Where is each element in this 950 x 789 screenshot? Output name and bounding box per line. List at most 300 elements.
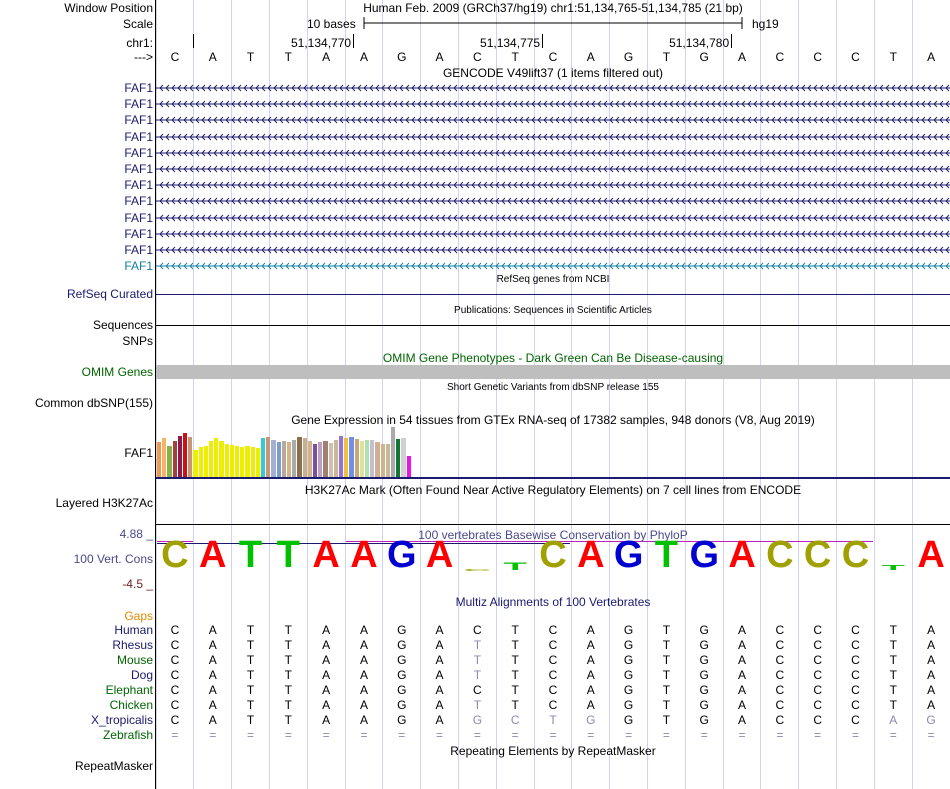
- gtex-tissue-bar[interactable]: [396, 439, 400, 477]
- base-letter[interactable]: A: [359, 50, 368, 64]
- gtex-tissue-bar[interactable]: [381, 444, 385, 477]
- aligned-base: C: [170, 668, 180, 682]
- aligned-base: T: [662, 653, 671, 667]
- aligned-base: C: [775, 653, 785, 667]
- aligned-base: C: [813, 668, 822, 682]
- base-letter[interactable]: C: [548, 50, 558, 64]
- cons-letter-A[interactable]: A: [577, 534, 605, 576]
- gtex-tissue-bar[interactable]: [219, 441, 223, 477]
- aligned-base: T: [246, 668, 255, 682]
- base-letter[interactable]: G: [397, 50, 407, 64]
- cons-letter-C[interactable]: C: [841, 534, 870, 576]
- refseq-label[interactable]: RefSeq Curated: [66, 287, 153, 301]
- gene-label-faf1[interactable]: FAF1: [124, 145, 153, 160]
- aligned-base: A: [738, 653, 747, 667]
- gene-transcript-line[interactable]: [156, 196, 950, 206]
- aligned-base: C: [851, 683, 860, 697]
- species-label[interactable]: Rhesus: [112, 638, 153, 652]
- aligned-base: T: [662, 683, 671, 697]
- aligned-base: C: [775, 683, 785, 697]
- gene-transcript-line[interactable]: [156, 261, 950, 271]
- base-letter[interactable]: T: [246, 50, 255, 64]
- aligned-base: A: [435, 653, 444, 667]
- aligned-base: G: [699, 638, 709, 652]
- aligned-base: =: [889, 728, 897, 742]
- aligned-base: T: [473, 698, 482, 712]
- snps-label[interactable]: SNPs: [122, 334, 153, 348]
- cons-max-label: 4.88 _: [119, 527, 153, 541]
- base-letter[interactable]: C: [775, 50, 785, 64]
- coord-label: 51,134,775: [480, 36, 541, 50]
- base-letter[interactable]: A: [322, 50, 331, 64]
- aligned-base: A: [359, 653, 368, 667]
- gene-label-faf1[interactable]: FAF1: [124, 194, 153, 209]
- aligned-base: C: [473, 683, 482, 697]
- cons-letter-G[interactable]: G: [386, 534, 417, 576]
- gene-transcript-line[interactable]: [156, 132, 950, 142]
- aligned-base: =: [322, 728, 330, 742]
- species-label[interactable]: Human: [114, 623, 153, 637]
- gene-transcript-line[interactable]: [156, 245, 950, 255]
- aligned-base: A: [889, 713, 898, 727]
- aligned-base: A: [435, 713, 444, 727]
- aligned-base: C: [170, 638, 180, 652]
- aligned-base: A: [208, 653, 217, 667]
- aligned-base: G: [699, 683, 709, 697]
- gtex-tissue-bar[interactable]: [225, 444, 229, 477]
- gtex-tissue-bar[interactable]: [349, 437, 353, 477]
- aligned-base: C: [548, 638, 558, 652]
- cons-letter-C[interactable]: C: [161, 534, 189, 576]
- aligned-base: A: [208, 683, 217, 697]
- aligned-base: G: [586, 713, 596, 727]
- window-position-value[interactable]: Human Feb. 2009 (GRCh37/hg19) chr1:51,134,765-51,134,785 (21 bp): [363, 1, 743, 15]
- species-label[interactable]: X_tropicalis: [90, 713, 153, 727]
- base-letter[interactable]: T: [284, 50, 292, 64]
- aligned-base: =: [284, 728, 292, 742]
- gtex-tissue-bar[interactable]: [297, 437, 301, 477]
- species-label[interactable]: Chicken: [109, 698, 153, 712]
- gtex-tissue-bar[interactable]: [365, 440, 369, 477]
- aligned-base: A: [322, 638, 331, 652]
- gene-transcript-line[interactable]: [156, 83, 950, 93]
- aligned-base: T: [511, 623, 519, 637]
- gtex-tissue-bar[interactable]: [199, 447, 203, 477]
- aligned-base: T: [284, 683, 292, 697]
- aligned-base: A: [359, 638, 368, 652]
- gtex-tissue-bar[interactable]: [240, 447, 244, 477]
- omim-title: OMIM Gene Phenotypes - Dark Green Can Be Disease-causing: [382, 351, 724, 365]
- gtex-title: Gene Expression in 54 tissues from GTEx RNA-seq of 17382 samples, 948 donors (V8, Aug 2019): [291, 413, 815, 427]
- aligned-base: A: [927, 623, 936, 637]
- aligned-base: A: [435, 683, 444, 697]
- cons-letter-T[interactable]: T: [654, 534, 679, 576]
- aligned-base: A: [208, 698, 217, 712]
- gtex-tissue-bar[interactable]: [355, 439, 359, 477]
- aligned-base: =: [851, 728, 859, 742]
- omim-gene-bar[interactable]: [156, 365, 950, 379]
- aligned-base: G: [699, 653, 709, 667]
- gtex-tissue-bar[interactable]: [157, 442, 161, 477]
- chrom-label: chr1:: [126, 36, 153, 50]
- base-letter[interactable]: A: [208, 50, 217, 64]
- dbsnp-label[interactable]: Common dbSNP(155): [34, 396, 153, 410]
- aligned-base: C: [473, 623, 482, 637]
- coord-tick: [353, 34, 354, 48]
- refseq-title: RefSeq genes from NCBI: [496, 274, 610, 285]
- gtex-tissue-bar[interactable]: [214, 438, 218, 477]
- aligned-base: A: [322, 683, 331, 697]
- window-position-label: Window Position: [64, 1, 153, 15]
- aligned-base: T: [246, 638, 255, 652]
- aligned-base: T: [284, 668, 292, 682]
- gene-transcript-line[interactable]: [156, 229, 950, 239]
- aligned-base: T: [889, 668, 897, 682]
- aligned-base: T: [511, 698, 519, 712]
- aligned-base: T: [284, 653, 292, 667]
- aligned-base: C: [851, 638, 860, 652]
- gtex-tissue-bar[interactable]: [334, 440, 338, 477]
- cons-letter-T[interactable]: T: [503, 559, 527, 573]
- aligned-base: T: [662, 698, 671, 712]
- gtex-tissue-bar[interactable]: [162, 438, 166, 477]
- aligned-base: A: [359, 698, 368, 712]
- cons-letter-G[interactable]: G: [689, 534, 719, 576]
- multiz-title: Multiz Alignments of 100 Vertebrates: [455, 595, 651, 609]
- pubs-track-line[interactable]: [156, 325, 950, 326]
- aligned-base: T: [662, 638, 671, 652]
- aligned-base: A: [359, 623, 368, 637]
- gtex-tissue-bar[interactable]: [287, 442, 291, 477]
- gtex-tissue-bar[interactable]: [303, 438, 307, 477]
- gtex-baseline: [156, 477, 950, 479]
- aligned-base: A: [738, 638, 747, 652]
- aligned-base: =: [549, 728, 557, 742]
- aligned-base: T: [889, 623, 897, 637]
- gtex-tissue-bar[interactable]: [235, 446, 239, 477]
- cons-letter-A[interactable]: A: [198, 534, 227, 576]
- gene-transcript-line[interactable]: [156, 213, 950, 223]
- h3k27ac-label[interactable]: Layered H3K27Ac: [55, 496, 153, 510]
- scale-text: 10 bases: [307, 17, 356, 31]
- cons-letter-C[interactable]: C: [539, 534, 567, 576]
- aligned-base: =: [587, 728, 595, 742]
- aligned-base: C: [851, 623, 860, 637]
- base-letter[interactable]: G: [699, 50, 709, 64]
- base-letter[interactable]: A: [586, 50, 595, 64]
- cons-letter-A[interactable]: A: [312, 534, 340, 576]
- aligned-base: A: [359, 713, 368, 727]
- gene-label-faf1[interactable]: FAF1: [124, 162, 153, 176]
- aligned-base: G: [623, 638, 634, 652]
- aligned-base: T: [473, 653, 482, 667]
- aligned-base: C: [510, 713, 520, 727]
- gtex-tissue-bar[interactable]: [386, 444, 390, 477]
- aligned-base: C: [813, 683, 822, 697]
- gtex-tissue-bar[interactable]: [256, 448, 260, 477]
- aligned-base: A: [322, 698, 331, 712]
- aligned-base: A: [927, 653, 936, 667]
- aligned-base: =: [473, 728, 481, 742]
- aligned-base: T: [662, 623, 671, 637]
- gene-transcript-line[interactable]: [156, 115, 950, 125]
- gtex-tissue-bar[interactable]: [193, 450, 197, 478]
- gtex-tissue-bar[interactable]: [401, 438, 405, 477]
- gene-label-faf1[interactable]: FAF1: [124, 226, 153, 241]
- aligned-base: G: [397, 638, 407, 652]
- aligned-base: G: [623, 698, 634, 712]
- species-label[interactable]: Zebrafish: [102, 728, 153, 742]
- base-letter[interactable]: A: [738, 50, 747, 64]
- aligned-base: G: [699, 698, 709, 712]
- species-label[interactable]: Mouse: [116, 653, 153, 667]
- gene-label-faf1[interactable]: FAF1: [124, 113, 153, 128]
- gtex-tissue-bar[interactable]: [266, 437, 270, 477]
- aligned-base: G: [699, 623, 709, 637]
- gtex-tissue-bar[interactable]: [173, 441, 177, 477]
- gtex-tissue-bar[interactable]: [204, 446, 208, 477]
- cons-letter-T[interactable]: T: [881, 563, 905, 572]
- aligned-base: A: [322, 668, 331, 682]
- gtex-tissue-bar[interactable]: [323, 441, 327, 477]
- aligned-base: C: [548, 683, 558, 697]
- base-letter[interactable]: C: [170, 50, 180, 64]
- gtex-tissue-bar[interactable]: [407, 456, 411, 477]
- gtex-tissue-bar[interactable]: [251, 447, 255, 477]
- aligned-base: A: [738, 698, 747, 712]
- gtex-tissue-bar[interactable]: [271, 440, 275, 477]
- aligned-base: T: [246, 698, 255, 712]
- gene-label-faf1[interactable]: FAF1: [124, 97, 153, 112]
- aligned-base: G: [623, 653, 634, 667]
- aligned-base: G: [926, 713, 936, 727]
- aligned-base: T: [511, 653, 519, 667]
- aligned-base: =: [398, 728, 406, 742]
- h3k27ac-title: H3K27Ac Mark (Often Found Near Active Regulatory Elements) on 7 cell lines from ENCODE: [304, 483, 802, 497]
- aligned-base: A: [927, 638, 936, 652]
- aligned-base: A: [435, 638, 444, 652]
- aligned-base: G: [623, 668, 634, 682]
- aligned-base: G: [623, 683, 634, 697]
- aligned-base: C: [170, 623, 180, 637]
- gtex-tissue-bar[interactable]: [329, 443, 333, 477]
- gene-label-faf1[interactable]: FAF1: [124, 243, 153, 257]
- sequences-label[interactable]: Sequences: [92, 318, 153, 332]
- aligned-base: C: [775, 713, 785, 727]
- gtex-tissue-bar[interactable]: [344, 438, 348, 477]
- aligned-base: A: [927, 683, 936, 697]
- gtex-tissue-bar[interactable]: [318, 442, 322, 477]
- base-letter[interactable]: C: [851, 50, 860, 64]
- omim-label[interactable]: OMIM Genes: [81, 365, 153, 379]
- gene-label-faf1[interactable]: FAF1: [124, 81, 153, 95]
- gene-transcript-line[interactable]: [156, 99, 950, 109]
- aligned-base: T: [889, 653, 897, 667]
- coord-tick: [731, 34, 732, 48]
- aligned-base: C: [548, 668, 558, 682]
- cons-letter-G[interactable]: G: [613, 534, 644, 576]
- aligned-base: A: [322, 653, 331, 667]
- aligned-base: =: [814, 728, 822, 742]
- gtex-tissue-bar[interactable]: [167, 446, 171, 477]
- aligned-base: T: [511, 683, 519, 697]
- aligned-base: T: [246, 683, 255, 697]
- gtex-tissue-bar[interactable]: [313, 444, 317, 477]
- aligned-base: T: [284, 698, 292, 712]
- gene-transcript-line[interactable]: [156, 164, 950, 174]
- gtex-tissue-bar[interactable]: [375, 442, 379, 477]
- aligned-base: T: [662, 713, 671, 727]
- aligned-base: C: [775, 668, 785, 682]
- aligned-base: C: [851, 653, 860, 667]
- aligned-base: T: [889, 683, 897, 697]
- aligned-base: C: [775, 698, 785, 712]
- cons-letter-A[interactable]: A: [350, 534, 378, 576]
- species-label[interactable]: Elephant: [105, 683, 153, 697]
- gtex-tissue-bar[interactable]: [339, 436, 343, 477]
- aligned-base: A: [738, 623, 747, 637]
- aligned-base: G: [623, 713, 634, 727]
- aligned-base: G: [397, 623, 407, 637]
- gtex-tissue-bar[interactable]: [360, 441, 364, 477]
- aligned-base: C: [851, 713, 860, 727]
- assembly-label: hg19: [752, 17, 779, 31]
- gtex-tissue-bar[interactable]: [277, 442, 281, 477]
- gtex-tissue-bar[interactable]: [261, 438, 265, 477]
- gtex-tissue-bar[interactable]: [282, 441, 286, 477]
- aligned-base: C: [775, 623, 785, 637]
- cons-letter-C[interactable]: C: [803, 534, 832, 576]
- gaps-label[interactable]: Gaps: [124, 609, 153, 623]
- gtex-tissue-bar[interactable]: [209, 441, 213, 477]
- base-letter[interactable]: T: [889, 50, 897, 64]
- base-letter[interactable]: T: [511, 50, 519, 64]
- aligned-base: A: [359, 668, 368, 682]
- cons-letter-A[interactable]: A: [728, 534, 756, 576]
- gene-label-faf1[interactable]: FAF1: [124, 178, 153, 193]
- aligned-base: G: [397, 698, 407, 712]
- aligned-base: A: [208, 713, 217, 727]
- aligned-base: T: [284, 638, 292, 652]
- aligned-base: =: [171, 728, 179, 742]
- refseq-track-line[interactable]: [156, 294, 950, 295]
- aligned-base: C: [775, 638, 785, 652]
- pubs-title: Publications: Sequences in Scientific Articles: [454, 305, 652, 316]
- coord-label: 51,134,770: [290, 36, 352, 50]
- aligned-base: T: [284, 713, 292, 727]
- gtex-label[interactable]: FAF1: [124, 446, 153, 460]
- base-letter[interactable]: G: [623, 50, 634, 64]
- aligned-base: T: [473, 638, 482, 652]
- gtex-tissue-bar[interactable]: [245, 446, 249, 477]
- aligned-base: G: [397, 683, 407, 697]
- aligned-base: A: [738, 668, 747, 682]
- aligned-base: G: [472, 713, 483, 727]
- base-letter[interactable]: T: [662, 50, 671, 64]
- cons-letter-A[interactable]: A: [425, 534, 454, 576]
- base-letter[interactable]: A: [435, 50, 444, 64]
- gencode-title: GENCODE V49lift37 (1 items filtered out): [442, 66, 664, 80]
- cons-title: 100 vertebrates Basewise Conservation by PhyloP: [418, 528, 688, 542]
- aligned-base: T: [246, 653, 255, 667]
- aligned-base: T: [284, 623, 292, 637]
- aligned-base: C: [548, 698, 558, 712]
- gtex-tissue-bar[interactable]: [308, 441, 312, 477]
- gene-transcript-line[interactable]: [156, 148, 950, 158]
- cons-letter-T[interactable]: T: [238, 534, 263, 576]
- scale-label: Scale: [122, 17, 153, 31]
- aligned-base: A: [927, 668, 936, 682]
- cons-letter-A[interactable]: A: [917, 534, 945, 576]
- coord-label: 51,134,780: [669, 36, 730, 50]
- aligned-base: G: [699, 668, 709, 682]
- aligned-base: T: [889, 638, 897, 652]
- gtex-tissue-bar[interactable]: [188, 437, 192, 477]
- gtex-tissue-bar[interactable]: [370, 440, 374, 477]
- cons-letter-T[interactable]: T: [276, 534, 300, 576]
- aligned-base: C: [170, 698, 180, 712]
- gtex-tissue-bar[interactable]: [178, 436, 182, 477]
- aligned-base: =: [209, 728, 217, 742]
- base-letter[interactable]: C: [473, 50, 482, 64]
- aligned-base: C: [813, 653, 822, 667]
- aligned-base: C: [813, 698, 822, 712]
- cons-letter-C[interactable]: C: [766, 534, 794, 576]
- aligned-base: A: [208, 638, 217, 652]
- aligned-base: =: [776, 728, 784, 742]
- aligned-base: C: [851, 698, 860, 712]
- aligned-base: A: [586, 698, 595, 712]
- gtex-tissue-bar[interactable]: [183, 433, 187, 477]
- aligned-base: G: [397, 713, 407, 727]
- aligned-base: T: [889, 698, 897, 712]
- aligned-base: C: [813, 713, 822, 727]
- cons-letter-C[interactable]: C: [463, 568, 492, 572]
- aligned-base: A: [208, 623, 217, 637]
- gtex-tissue-bar[interactable]: [230, 445, 234, 477]
- base-letter[interactable]: A: [927, 50, 936, 64]
- gene-label-faf1[interactable]: FAF1: [124, 129, 153, 144]
- aligned-base: G: [397, 668, 407, 682]
- aligned-base: =: [247, 728, 255, 742]
- aligned-base: C: [170, 713, 180, 727]
- aligned-base: A: [586, 653, 595, 667]
- cons-label[interactable]: 100 Vert. Cons: [73, 552, 153, 566]
- aligned-base: A: [208, 668, 217, 682]
- rmsk-label[interactable]: RepeatMasker: [74, 759, 153, 773]
- aligned-base: C: [813, 623, 822, 637]
- gene-label-faf1[interactable]: FAF1: [124, 259, 153, 274]
- h3k27ac-track-line[interactable]: [156, 524, 950, 525]
- species-label[interactable]: Dog: [130, 668, 153, 682]
- base-letter[interactable]: C: [813, 50, 822, 64]
- aligned-base: A: [322, 713, 331, 727]
- aligned-base: T: [511, 638, 519, 652]
- aligned-base: A: [586, 683, 595, 697]
- scale-bar: [362, 15, 744, 31]
- aligned-base: C: [548, 653, 558, 667]
- aligned-base: C: [813, 638, 822, 652]
- gtex-tissue-bar[interactable]: [391, 427, 395, 477]
- gene-label-faf1[interactable]: FAF1: [124, 210, 153, 225]
- gene-transcript-line[interactable]: [156, 180, 950, 190]
- aligned-base: C: [170, 683, 180, 697]
- aligned-base: =: [700, 728, 708, 742]
- aligned-base: A: [586, 623, 595, 637]
- aligned-base: G: [623, 623, 634, 637]
- dbsnp-title: Short Genetic Variants from dbSNP release 155: [447, 382, 659, 393]
- gtex-tissue-bar[interactable]: [292, 440, 296, 477]
